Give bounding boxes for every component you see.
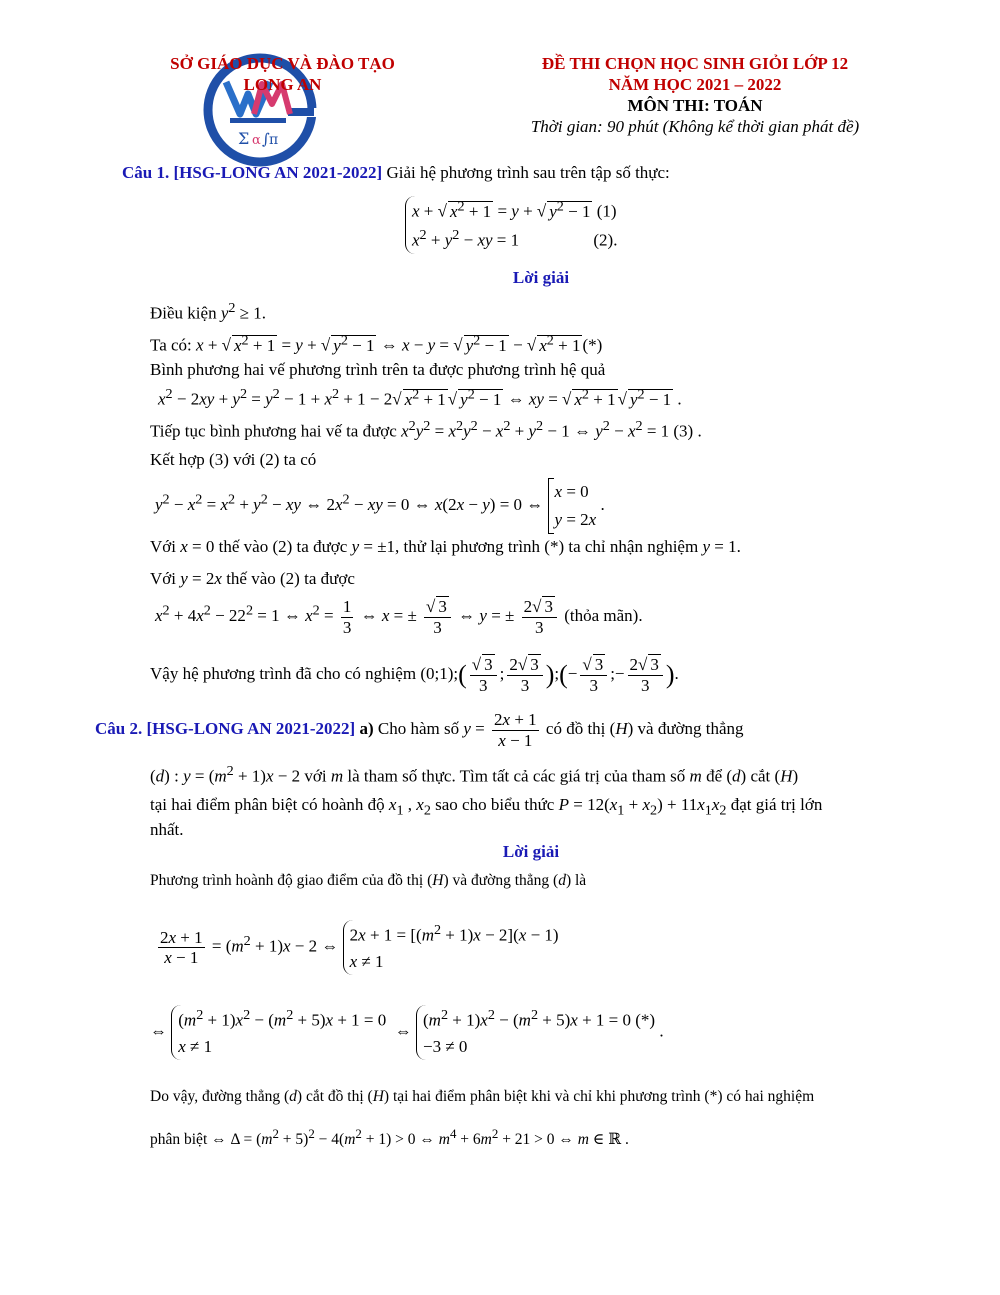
header-right-line4: Thời gian: 90 phút (Không kể thời gian phát đề) [530, 117, 860, 136]
q2-dat-gia-tri: đạt giá trị lớn [730, 795, 823, 814]
svg-text:∫: ∫ [262, 130, 270, 148]
q2-duong-thang: và đường thẳng [637, 718, 744, 738]
svg-text:π: π [269, 132, 279, 148]
q1-taco2-text: ta có [283, 450, 317, 469]
q2-line2: (d) : $y = (m^2 + 1)x - 2$ với m là tham số thực. Tìm tất cả các giá trị của tham số m để (d) cắt (H) [150, 763, 799, 786]
q1-line-tieptuc: Tiếp tục bình phương hai vế ta được $x^2y^2 = x^2y^2 - x^2 + y^2 - 1$ ⇔ $y^2 - x^2 = 1$ (3) . [150, 418, 702, 441]
q2-cho-ham-so: Cho hàm số [377, 718, 460, 738]
svg-text:α: α [252, 133, 261, 148]
q1-case1-voi: Với [150, 537, 176, 556]
q2-phan-biet: phân biệt [150, 1131, 208, 1149]
q2-solution-title: Lời giải [502, 842, 560, 861]
q1-eq2-tag: (2). [593, 230, 618, 250]
q2-de: để [706, 766, 723, 786]
header-left-line2: LONG AN [243, 75, 322, 94]
q2-la: là [575, 872, 587, 889]
q1-taco-text: Ta có: [150, 335, 192, 355]
header-right-line3: MÔN THI: TOÁN [627, 96, 763, 115]
q1-case1-taduoc: ta được [296, 537, 348, 556]
q2-voi: với [304, 766, 327, 786]
q2-tai-hai-diem-pb: tại hai điểm phân biệt khi và chỉ khi phương trình (*) có hai nghiệm [392, 1088, 815, 1105]
q2-tai-hai-diem: tại hai điểm phân biệt có hoành độ [150, 795, 385, 814]
q1-case2-thevao: thế vào [226, 569, 276, 588]
q2-line1: Câu 2. [HSG-LONG AN 2021-2022] a) Cho hàm số y = $\frac{2x + 1}{x - 1}$ có đồ thị (H) và đường thẳng [95, 710, 744, 750]
q1-line-kethop: Kết hợp (3) với (2) ta có [150, 450, 317, 469]
q1-line-combine: $y^2 - x^2 = x^2 + y^2$ − xy ⇔ $2x^2$ − xy = 0 ⇔ x(2x − y) = 0 ⇔ x = 0 y = 2x . [155, 478, 605, 534]
header-right-line2: NĂM HỌC 2021 – 2022 [608, 75, 782, 94]
svg-text:Σ: Σ [238, 129, 250, 148]
q1-line-condition: Điều kiện $y^2 \ge 1$. [150, 300, 267, 323]
q1-voi-text: với [233, 450, 256, 469]
q1-case2-voi: Với [150, 569, 176, 588]
q1-line-case1: Với x = 0 thế vào (2) ta được y = ±1, thử lại phương trình (*) ta chỉ nhận nghiệm y = 1. [150, 537, 741, 556]
q2-tag: [HSG-LONG AN 2021-2022] [146, 718, 356, 738]
q1-kethop-text: Kết hợp [150, 450, 205, 469]
q2-sao-cho: sao cho biểu thức [435, 795, 555, 814]
q2-line4: nhất. [150, 820, 184, 839]
q1-thoaman: (thỏa mãn). [564, 605, 643, 625]
q1-case1-thevao: thế vào [218, 537, 269, 556]
q1-line-expand: $x^2 - 2xy + y^2 = y^2 - 1 + x^2 + 1 - 2√$ $x^2 + 1$ √ $y^2 - 1$ ⇔ xy = √ $x^2 + 1$ √ $y^2 - 1$ . [158, 386, 682, 409]
q2-co-do-thi: có đồ thị [545, 718, 606, 738]
q2-line3: tại hai điểm phân biệt có hoành độ $x_1$ , $x_2$ sao cho biểu thức $P = 12(x_1 + x_2) + 11x_1x_2$ đạt giá trị lớn [150, 795, 823, 819]
q1-prompt: Giải hệ phương trình sau trên tập số thực: [386, 163, 670, 182]
q2-sol-line5: phân biệt ⇔ $\Delta = (m^2 + 5)^2 - 4(m^2 + 1) > 0$ ⇔ $m^4 + 6m^2 + 21 > 0$ ⇔ m ∈ ℝ . [150, 1126, 629, 1149]
q2-sol-line4: Do vậy, đường thẳng (d) cắt đồ thị (H) tại hai điểm phân biệt khi và chỉ khi phương trình (*) có hai nghiệm [150, 1088, 815, 1105]
q1-case1-thulai: , thử lại phương trình (*) ta chỉ nhận nghiệm [395, 537, 699, 556]
q2-cat: cắt [750, 766, 771, 786]
q2-pt-hoanh-do: Phương trình hoành độ giao điểm của đồ thị [150, 872, 424, 889]
q1-tieptuc-text: Tiếp tục bình phương hai vế ta được [150, 421, 397, 441]
q1-heading: Câu 1. [HSG-LONG AN 2021-2022] Giải hệ phương trình sau trên tập số thực: [122, 163, 670, 182]
q1-line-conclusion: Vậy hệ phương trình đã cho có nghiệm (0;1);( $\frac{√ 3}{3}$ ; $\frac{2√ 3}{3}$ );(− $\frac{√ 3}{3}$ ;− $\frac{2√ 3}{3}$ ). [150, 655, 679, 695]
q2-la-tham-so: là tham số thực. Tìm tất cả các giá trị của tham số [347, 766, 686, 786]
q1-label: Câu 1 [122, 163, 165, 182]
q2-do-vay: Do vậy, đường thẳng [150, 1088, 281, 1105]
header-right-line1: ĐỀ THI CHỌN HỌC SINH GIỎI LỚP 12 [541, 54, 849, 73]
q1-line-binhphuong: Bình phương hai vế phương trình trên ta được phương trình hệ quả [150, 360, 606, 379]
q2-label: Câu 2. [95, 718, 143, 738]
q1-condition-text: Điều kiện [150, 303, 217, 323]
q2-cat-do-thi: cắt đồ thị [305, 1088, 364, 1105]
header-left-line1: SỞ GIÁO DỤC VÀ ĐÀO TẠO [170, 54, 395, 73]
q1-case2-taduoc: ta được [304, 569, 355, 588]
q1-conclusion-text: Vậy hệ phương trình đã cho có nghiệm [150, 663, 417, 683]
q1-solution-title: Lời giải [512, 268, 570, 287]
q1-eq1-tag: (1) [596, 201, 617, 221]
q2-sol-eq2: ⇔ $(m^2 + 1)x^2 - (m^2 + 5)x + 1 = 0$ x ≠ 1 ⇔ $(m^2 + 1)x^2 - (m^2 + 5)x + 1 = 0$ (*) −3 ≠ 0 . [150, 1005, 664, 1060]
q1-line-solve: $x^2 + 4x^2 - 22^2 = 1$ ⇔ $x^2$ = $\frac{1}{3}$ ⇔ x = ± $\frac{√ 3}{3}$ ⇔ y = ± $\frac{2√ 3}{3}$ (thỏa mãn). [155, 597, 643, 637]
q2-sol-line1: Phương trình hoành độ giao điểm của đồ thị (H) và đường thẳng (d) là [150, 872, 587, 889]
q1-system: x + √ $x^2 + 1 = y$ + √ $y^2 - 1$ (1) $x^2 + y^2$ − xy = 1 (2). [405, 196, 617, 254]
q1-tag: [HSG-LONG AN 2021-2022] [173, 163, 383, 182]
q2-va-duong-thang: và đường thẳng [452, 872, 550, 889]
q1-line-taco: Ta có: x + √ $x^2 + 1 = y$ + √ $y^2 - 1$ ⇔ x − y = √ $y^2 - 1$ − √ $x^2 + 1$ (*) [150, 332, 603, 355]
q2-part: a) [359, 718, 374, 738]
q1-line-case2: Với y = 2x thế vào (2) ta được [150, 569, 355, 588]
q2-sol-eq1: $\frac{2x + 1}{x - 1}$ = $(m^2 + 1)x - 2$ ⇔ $2x + 1 = [(m^2 + 1)x - 2](x - 1)$ x ≠ 1 [155, 920, 559, 975]
